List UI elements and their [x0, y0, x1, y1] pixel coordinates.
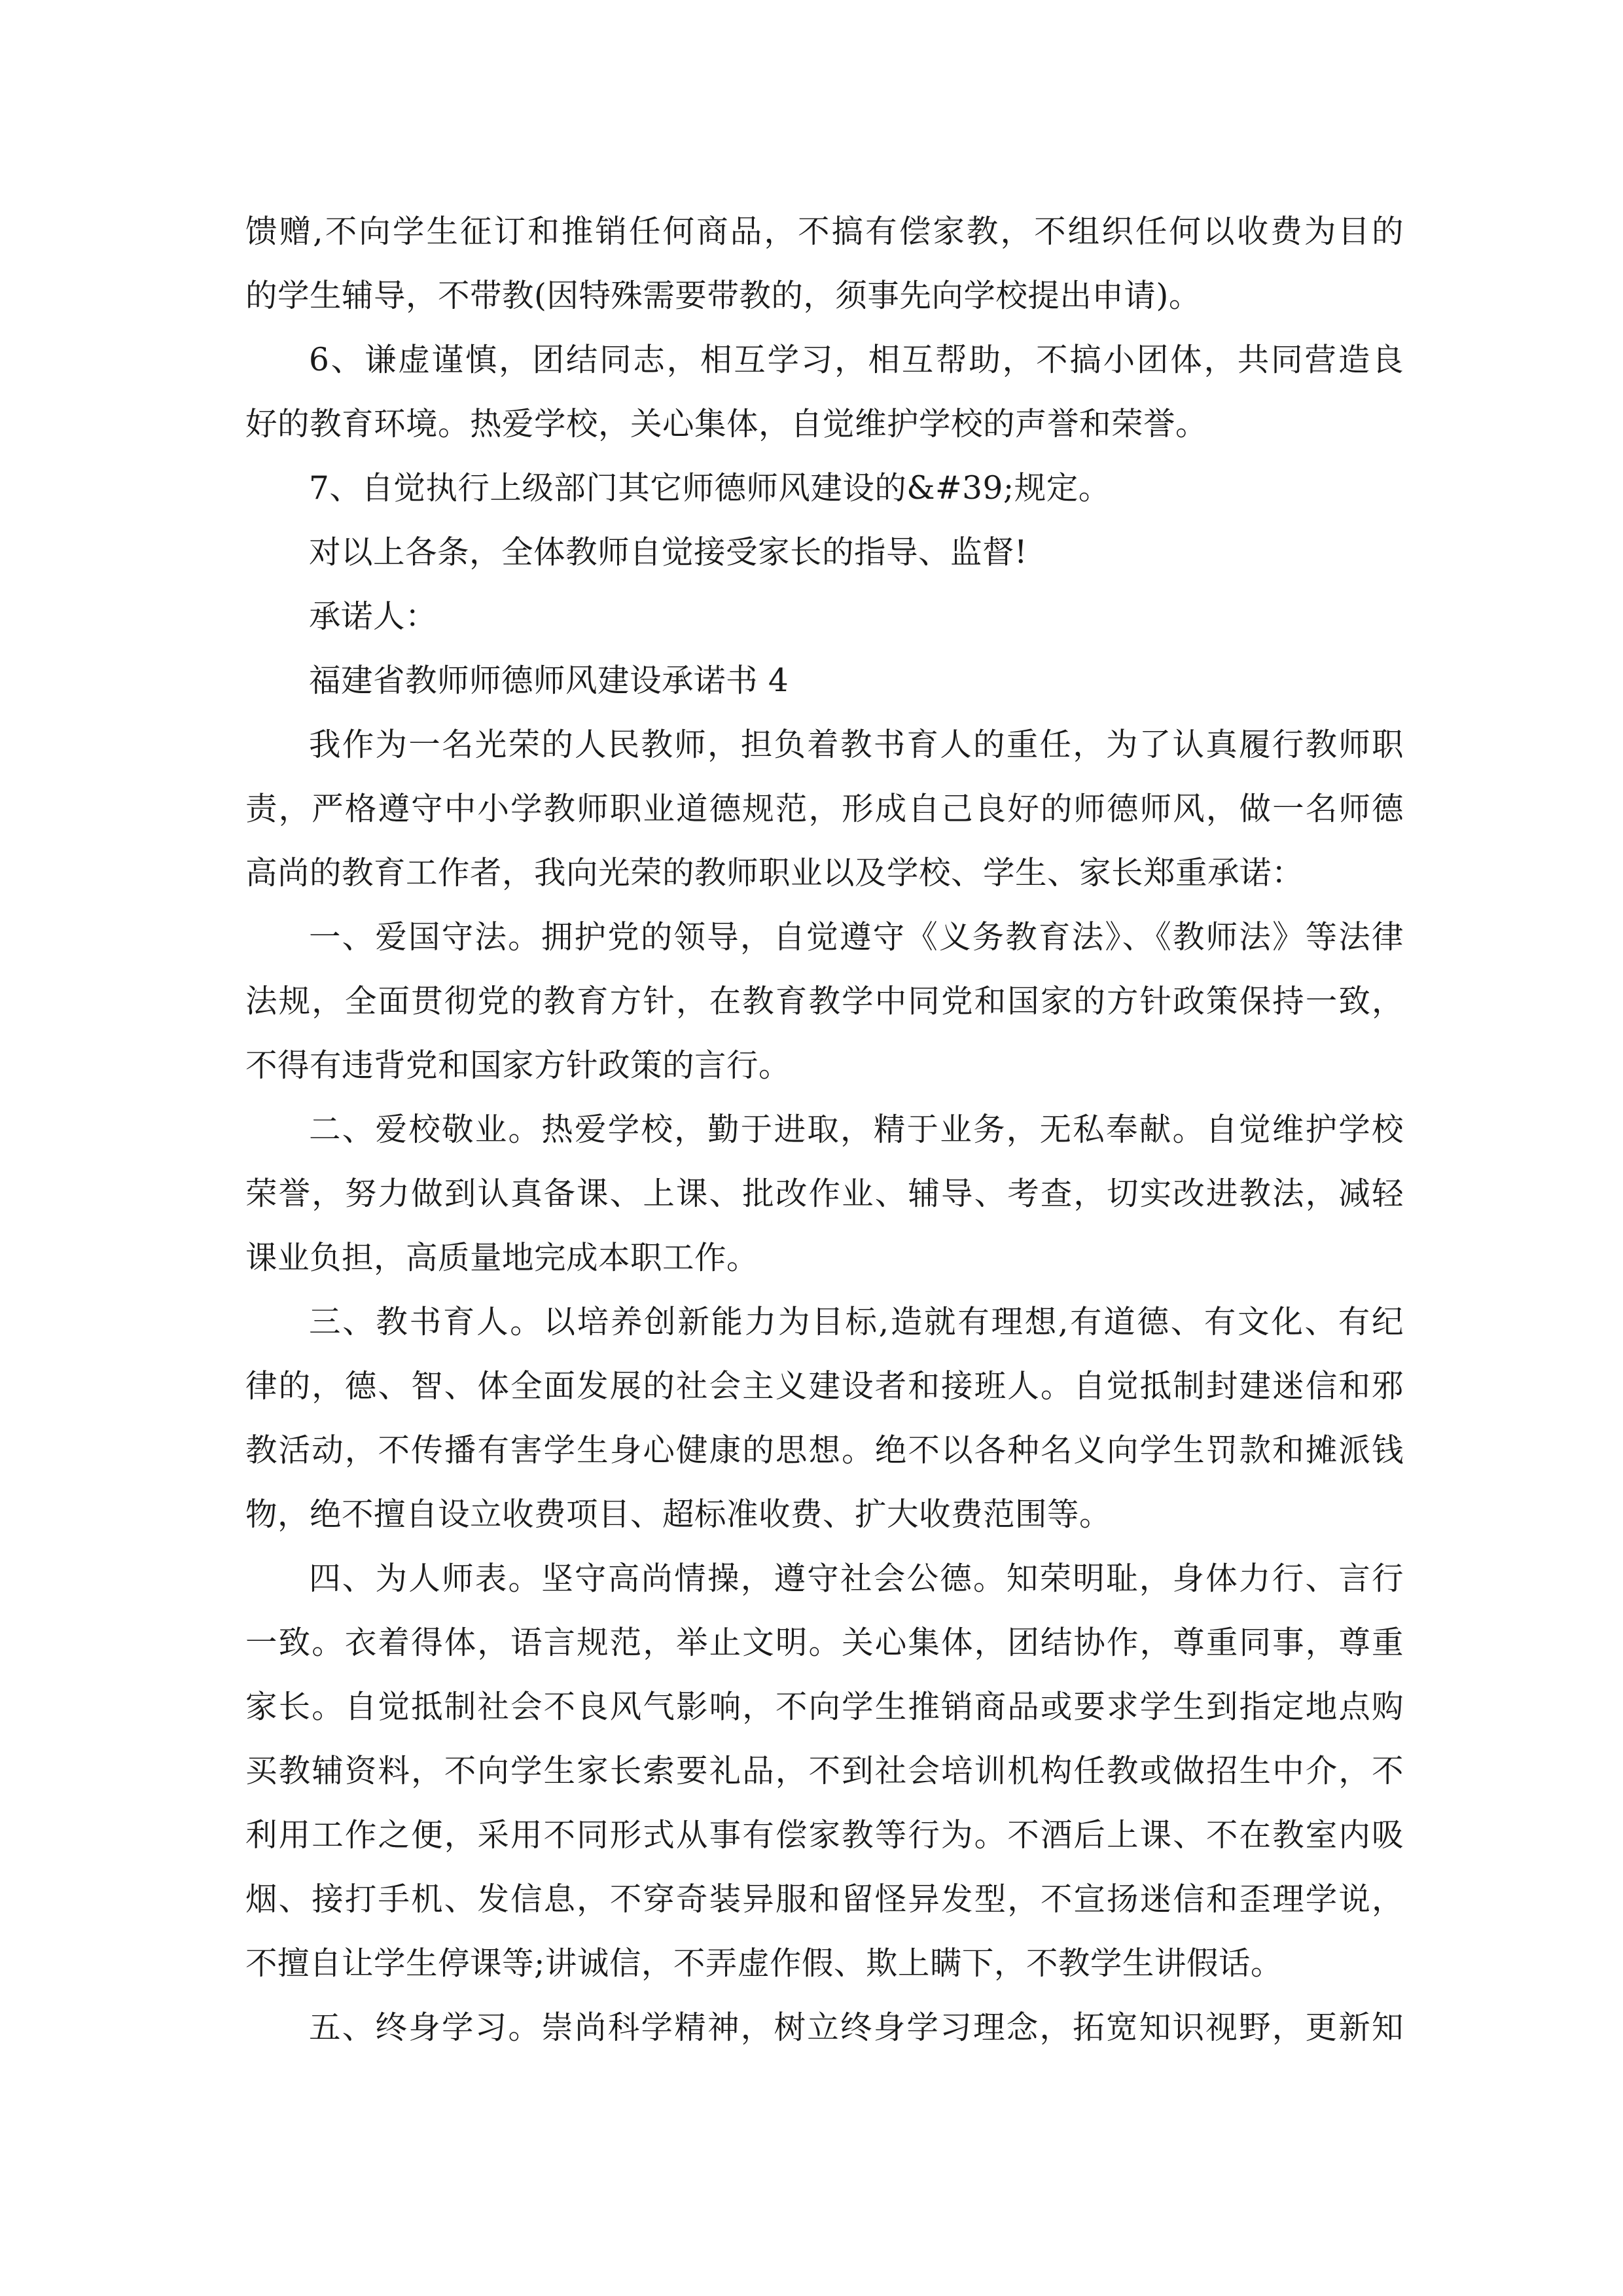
text-line: 一、爱国守法。拥护党的领导，自觉遵守《义务教育法》、《教师法》等法律	[309, 919, 1404, 956]
text-line: 四、为人师表。坚守高尚情操，遵守社会公德。知荣明耻，身体力行、言行	[309, 1560, 1404, 1597]
text-line: 五、终身学习。崇尚科学精神，树立终身学习理念，拓宽知识视野，更新知	[309, 2009, 1404, 2046]
text-line: 律的，德、智、体全面发展的社会主义建设者和接班人。自觉抵制封建迷信和邪	[245, 1368, 1404, 1405]
text-line: 福建省教师师德师风建设承诺书 4	[309, 662, 789, 699]
document-body	[245, 200, 1404, 2060]
text-line: 7、自觉执行上级部门其它师德师风建设的&#39;规定。	[309, 470, 1111, 507]
text-line: 二、爱校敬业。热爱学校，勤于进取，精于业务，无私奉献。自觉维护学校	[309, 1111, 1404, 1148]
text-line: 物，绝不擅自设立收费项目、超标准收费、扩大收费范围等。	[245, 1496, 1112, 1533]
text-line: 我作为一名光荣的人民教师，担负着教书育人的重任，为了认真履行教师职	[309, 726, 1404, 763]
text-line: 责，严格遵守中小学教师职业道德规范，形成自己良好的师德师风，做一名师德	[245, 791, 1404, 827]
text-line: 好的教育环境。热爱学校，关心集体，自觉维护学校的声誉和荣誉。	[245, 406, 1208, 442]
text-line: 三、教书育人。以培养创新能力为目标,造就有理想,有道德、有文化、有纪	[309, 1304, 1404, 1340]
text-line: 高尚的教育工作者，我向光荣的教师职业以及学校、学生、家长郑重承诺：	[245, 855, 1304, 891]
text-line: 一致。衣着得体，语言规范，举止文明。关心集体，团结协作，尊重同事，尊重	[245, 1624, 1404, 1661]
text-line: 教活动，不传播有害学生身心健康的思想。绝不以各种名义向学生罚款和摊派钱	[245, 1432, 1404, 1469]
text-line: 6、谦虚谨慎，团结同志，相互学习，相互帮助，不搞小团体，共同营造良	[309, 342, 1404, 378]
text-line: 对以上各条，全体教师自觉接受家长的指导、监督!	[309, 534, 1027, 571]
text-line: 家长。自觉抵制社会不良风气影响，不向学生推销商品或要求学生到指定地点购	[245, 1689, 1404, 1725]
text-line: 荣誉，努力做到认真备课、上课、批改作业、辅导、考查，切实改进教法，减轻	[245, 1175, 1404, 1212]
text-line: 买教辅资料，不向学生家长索要礼品，不到社会培训机构任教或做招生中介，不	[245, 1753, 1404, 1789]
text-line: 承诺人：	[309, 598, 438, 635]
text-line: 馈赠,不向学生征订和推销任何商品，不搞有偿家教，不组织任何以收费为目的	[245, 213, 1404, 250]
text-line: 法规，全面贯彻党的教育方针，在教育教学中同党和国家的方针政策保持一致，	[245, 983, 1404, 1020]
text-line: 利用工作之便，采用不同形式从事有偿家教等行为。不酒后上课、不在教室内吸	[245, 1817, 1404, 1854]
text-line: 不得有违背党和国家方针政策的言行。	[245, 1047, 791, 1084]
text-line: 课业负担，高质量地完成本职工作。	[245, 1240, 759, 1276]
text-line: 不擅自让学生停课等;讲诚信，不弄虚作假、欺上瞒下，不教学生讲假话。	[245, 1945, 1283, 1982]
text-line: 的学生辅导，不带教(因特殊需要带教的，须事先向学校提出申请)。	[245, 278, 1201, 314]
text-line: 烟、接打手机、发信息，不穿奇装异服和留怪异发型，不宣扬迷信和歪理学说，	[245, 1881, 1404, 1918]
